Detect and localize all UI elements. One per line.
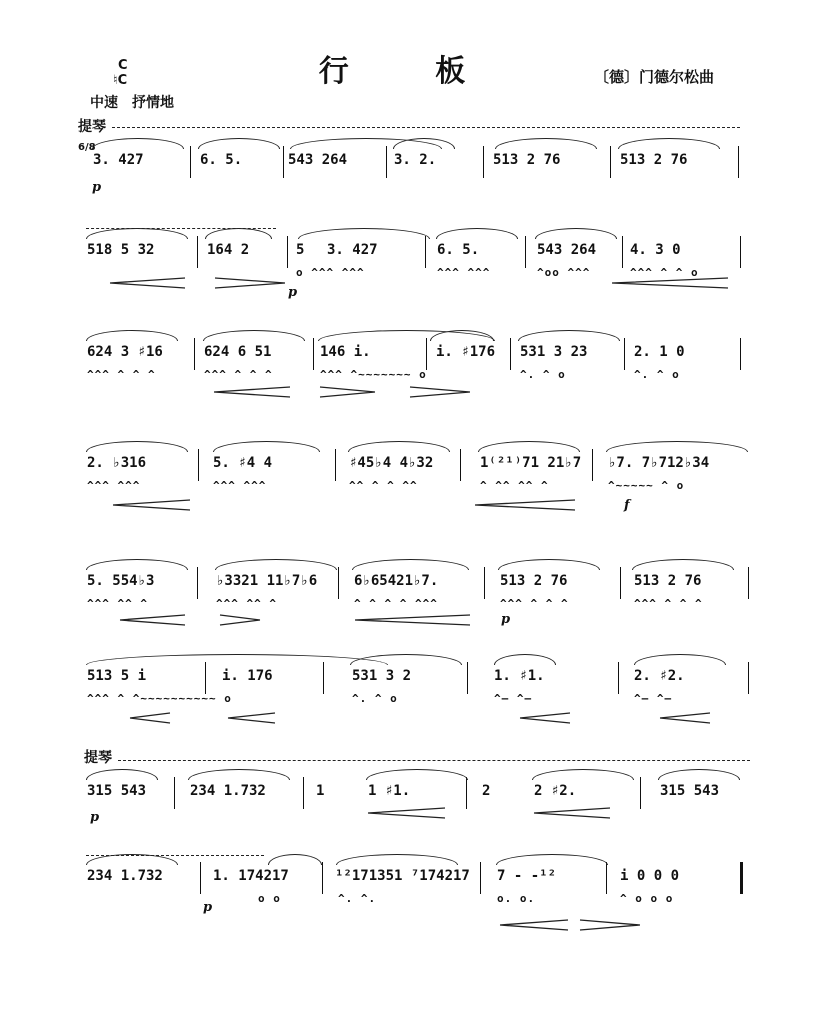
hairpin-cresc-14 xyxy=(500,920,568,930)
measure-notes: 518 5 32 xyxy=(87,242,155,258)
dynamic-p-3: p xyxy=(501,612,511,627)
measure-notes: 3. 427 xyxy=(327,242,378,258)
dynamic-p-5: p xyxy=(203,900,213,915)
articulation-marks: ^^^ ^ ^ o xyxy=(630,266,699,279)
hairpin-cresc-10 xyxy=(520,713,570,723)
articulation-marks: ^. ^ o xyxy=(352,692,398,705)
articulation-marks: ^— ^— xyxy=(634,692,673,705)
articulation-marks: ^. ^ o xyxy=(634,368,680,381)
measure-notes: 5. 554♭3 xyxy=(87,573,155,589)
articulation-marks: ^^^ ^^^ xyxy=(87,479,141,492)
hairpin-cresc-5 xyxy=(475,500,575,510)
measure-notes: 624 3 ♯16 xyxy=(87,344,163,360)
hairpin-cresc-3 xyxy=(214,387,290,397)
measure-notes: 4. 3 0 xyxy=(630,242,681,258)
articulation-marks: ^^^ ^~~~~~~~ o xyxy=(320,368,427,381)
time-signature: 6/8 xyxy=(78,142,96,153)
measure-notes: 513 2 76 xyxy=(493,152,561,168)
articulation-marks: ^^ ^ ^ ^^ xyxy=(349,479,418,492)
tempo-marking: 中速 抒情地 xyxy=(90,95,174,111)
hairpin-dim-2 xyxy=(320,387,375,397)
articulation-marks: ^. ^. xyxy=(338,892,377,905)
articulation-marks: ^. ^ o xyxy=(520,368,566,381)
articulation-marks: o ^^^ ^^^ xyxy=(296,266,365,279)
measure-notes: 2 xyxy=(482,783,491,799)
measure-notes: 7 - -¹² xyxy=(497,868,557,884)
measure-notes: ♭3321 11♭7♭6 xyxy=(216,573,318,589)
hairpin-cresc-1 xyxy=(110,278,185,288)
measure-notes: ♭7. 7♭712♭34 xyxy=(608,455,710,471)
measure-notes: 3. 427 xyxy=(93,152,144,168)
articulation-marks: ^— ^— xyxy=(494,692,533,705)
measure-notes: 513 2 76 xyxy=(634,573,702,589)
articulation-marks: ^oo ^^^ xyxy=(537,266,591,279)
measure-notes: 513 2 76 xyxy=(500,573,568,589)
hairpin-cresc-2 xyxy=(612,278,728,288)
measure-notes: 6. 5. xyxy=(200,152,243,168)
measure-notes: 2 ♯2. xyxy=(534,783,577,799)
measure-notes: 1 ♯1. xyxy=(368,783,411,799)
articulation-marks: ^^^ ^^ ^ xyxy=(216,597,277,610)
measure-notes: 2. 1 0 xyxy=(634,344,685,360)
hairpin-cresc-4 xyxy=(113,500,190,510)
measure-notes: 1. ♯1. xyxy=(494,668,545,684)
articulation-marks: ^^^ ^ ^~~~~~~~~~~ o xyxy=(87,692,232,705)
articulation-marks: ^^^ ^^ ^ xyxy=(87,597,148,610)
measure-notes: 234 1.732 xyxy=(87,868,163,884)
articulation-marks: ^^^ ^^^ xyxy=(213,479,267,492)
dynamic-p-4: p xyxy=(90,810,100,825)
measure-notes: 513 2 76 xyxy=(620,152,688,168)
hairpin-dim-3 xyxy=(410,387,470,397)
hairpin-dim-1 xyxy=(215,278,285,288)
measure-notes: 2. ♯2. xyxy=(634,668,685,684)
articulation-marks: o o xyxy=(258,892,281,905)
measure-notes: i 0 0 0 xyxy=(620,868,680,884)
measure-notes: 624 6 51 xyxy=(204,344,272,360)
measure-notes: 2. ♭316 xyxy=(87,455,147,471)
measure-notes: 164 2 xyxy=(207,242,250,258)
articulation-marks: ^^^ ^ ^ ^ xyxy=(634,597,703,610)
measure-notes: 543 264 xyxy=(288,152,348,168)
articulation-marks: o. o. xyxy=(497,892,536,905)
hairpin-cresc-11 xyxy=(660,713,710,723)
hairpin-cresc-13 xyxy=(534,808,610,818)
hairpin-cresc-7 xyxy=(355,615,470,625)
articulation-marks: ^ ^ ^ ^ ^^^ xyxy=(354,597,438,610)
key-signature-line2: ♮C xyxy=(113,73,128,88)
articulation-marks: ^^^ ^ ^ ^ xyxy=(204,368,273,381)
measure-notes: 315 543 xyxy=(87,783,147,799)
articulation-marks: ^^^ ^^^ xyxy=(437,266,491,279)
measure-notes: 234 1.732 xyxy=(190,783,266,799)
measure-notes: 6♭65421♭7. xyxy=(354,573,439,589)
measure-notes: 531 3 23 xyxy=(520,344,588,360)
measure-notes: 3. 2. xyxy=(394,152,437,168)
hairpin-cresc-8 xyxy=(130,713,170,723)
measure-notes: 1 xyxy=(316,783,325,799)
articulation-marks: ^ ^^ ^^ ^ xyxy=(480,479,549,492)
measure-notes: 543 264 xyxy=(537,242,597,258)
tremolo-label-bottom: 提琴 xyxy=(84,750,112,766)
hairpin-dim-4 xyxy=(220,615,260,625)
composer-credit: 〔德〕门德尔松曲 xyxy=(594,68,715,86)
measure-notes: 6. 5. xyxy=(437,242,480,258)
measure-notes: ♯45♭4 4♭32 xyxy=(349,455,434,471)
hairpin-cresc-6 xyxy=(120,615,185,625)
measure-notes: i. 176 xyxy=(222,668,273,684)
measure-notes: ¹²171351 ⁷174217 xyxy=(335,868,470,884)
measure-notes: 513 5 i xyxy=(87,668,147,684)
hairpin-dim-5 xyxy=(580,920,640,930)
tremolo-label-top: 提琴 xyxy=(78,119,106,135)
dynamic-p-1: p xyxy=(92,180,102,195)
articulation-marks: ^ o o o xyxy=(620,892,674,905)
measure-notes: 315 543 xyxy=(660,783,720,799)
measure-notes: 146 i. xyxy=(320,344,371,360)
measure-notes: 531 3 2 xyxy=(352,668,412,684)
measure-notes: 1. 174217 xyxy=(213,868,289,884)
measure-notes: i. ♯176 xyxy=(436,344,496,360)
measure-notes: 1⁽²¹⁾71 21♭7 xyxy=(480,455,582,471)
dynamic-p-2: p xyxy=(288,285,298,300)
measure-notes: 5 xyxy=(296,242,305,258)
measure-notes: 5. ♯4 4 xyxy=(213,455,273,471)
articulation-marks: ^^^ ^ ^ ^ xyxy=(87,368,156,381)
dynamic-f: f xyxy=(624,498,630,513)
hairpin-cresc-9 xyxy=(228,713,275,723)
hairpin-cresc-12 xyxy=(368,808,445,818)
articulation-marks: ^^^ ^ ^ ^ xyxy=(500,597,569,610)
articulation-marks: ^~~~~~ ^ o xyxy=(608,479,685,492)
piece-title: 行 板 xyxy=(318,54,504,89)
key-signature-line1: C xyxy=(118,58,128,73)
